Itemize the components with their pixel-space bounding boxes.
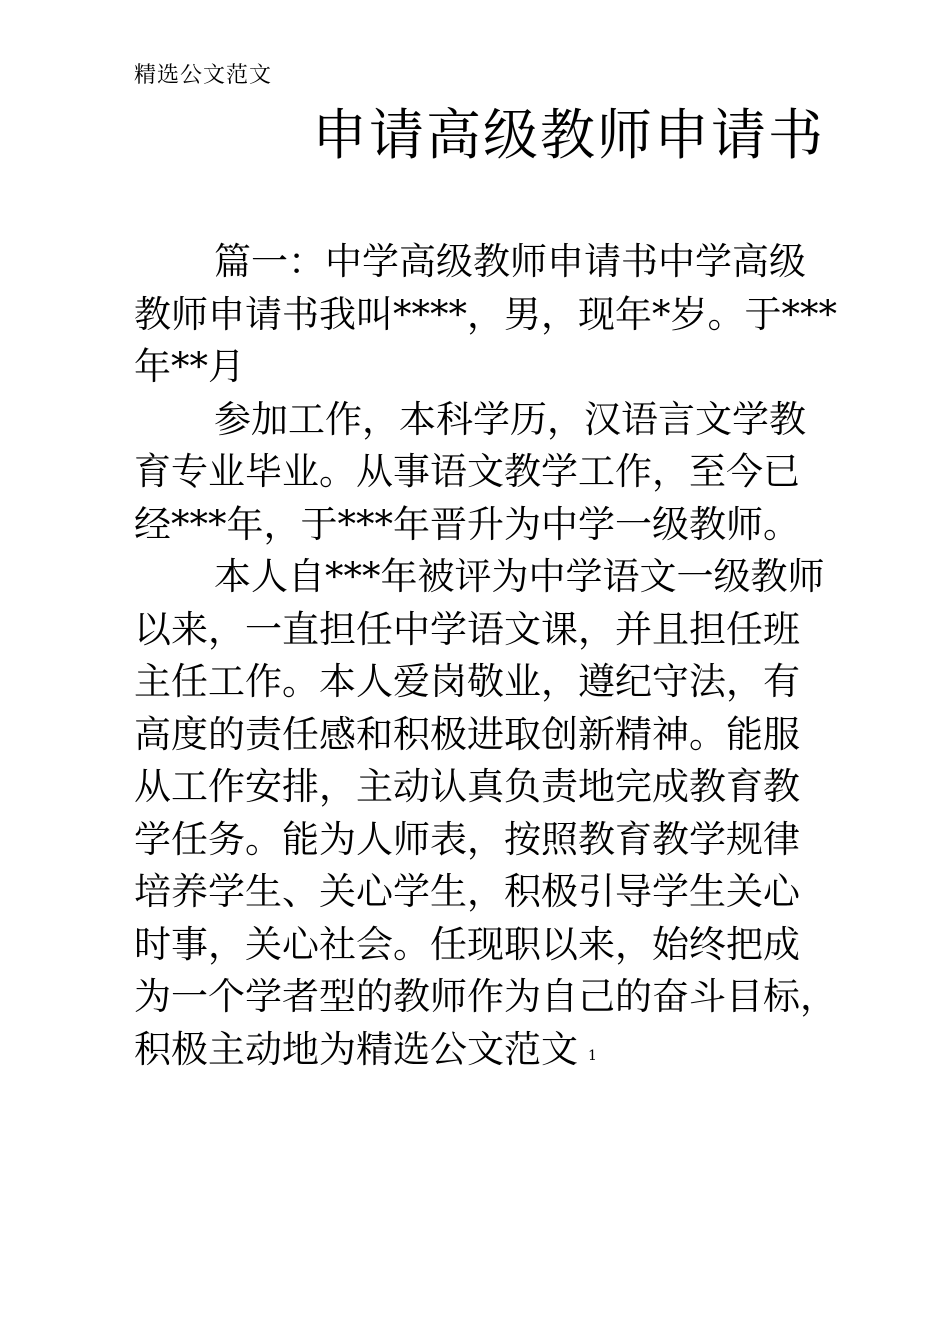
paragraph-line: 参加工作，本科学历，汉语言文学教 [214,397,806,441]
paragraph-line-text: 积极主动地为精选公文范文 [134,1027,578,1071]
document-title: 申请高级教师申请书 [312,103,826,167]
paragraph-line: 培养学生、关心学生，积极引导学生关心 [134,870,800,913]
paragraph-line: 学任务。能为人师表，按照教育教学规律 [134,817,800,861]
paragraph-line: 教师申请书我叫****，男，现年*岁。于*** [134,292,837,336]
paragraph-line: 主任工作。本人爱岗敬业，遵纪守法，有 [134,660,800,703]
paragraph-line: 经***年，于***年晋升为中学一级教师。 [134,502,800,546]
paragraph-2 [134,394,854,552]
paragraph-line: 育专业毕业。从事语文教学工作，至今已 [134,450,800,493]
page-number: 1 [588,1047,597,1064]
paragraph-line: 从工作安排，主动认真负责地完成教育教 [134,765,800,808]
paragraph-line: 时事，关心社会。任现职以来，始终把成 [134,922,800,966]
paragraph-3 [134,551,854,1084]
paragraph-line: 本人自***年被评为中学语文一级教师 [214,555,825,598]
page-header: 精选公文范文 [134,63,273,88]
paragraph-line: 篇一：中学高级教师申请书中学高级 [214,240,806,283]
paragraph-line: 高度的责任感和积极进取创新精神。能服 [134,712,800,756]
paragraph-last-line [134,1024,854,1085]
paragraph-line: 为一个学者型的教师作为自己的奋斗目标， [134,975,837,1018]
paragraph-line: 年**月 [134,345,245,388]
paragraph-line: 以来，一直担任中学语文课，并且担任班 [134,607,800,651]
document-body [134,236,854,1084]
paragraph-1 [134,236,854,394]
